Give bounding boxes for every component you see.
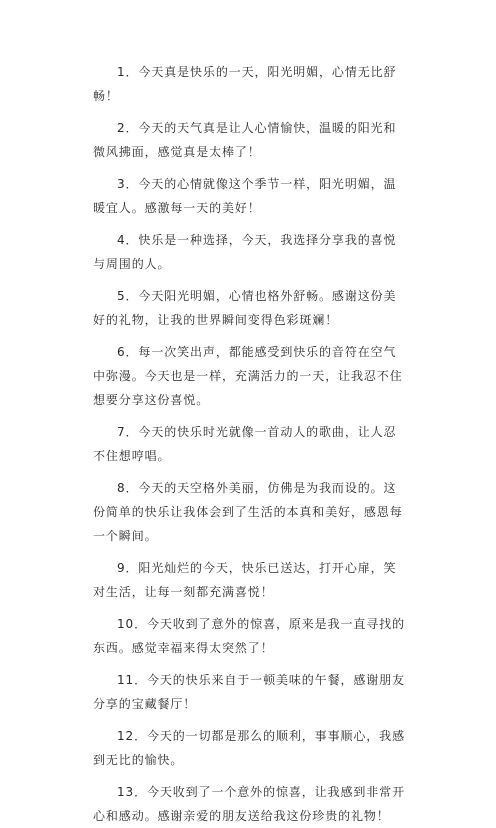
paragraph-1: 1．今天真是快乐的一天，阳光明媚，心情无比舒畅！ xyxy=(93,65,397,103)
paragraph-5: 5．今天阳光明媚，心情也格外舒畅。感谢这份美好的礼物，让我的世界瞬间变得色彩斑斓！ xyxy=(93,289,397,327)
paragraph-9: 9．阳光灿烂的今天，快乐已送达，打开心扉，笑对生活，让每一刻都充满喜悦！ xyxy=(93,561,397,599)
paragraph-8: 8．今天的天空格外美丽，仿佛是为我而设的。这份简单的快乐让我体会到了生活的本真和美好，感恩每一个瞬间。 xyxy=(93,481,403,543)
paragraph-12: 12．今天的一切都是那么的顺利，事事顺心，我感到无比的愉快。 xyxy=(93,729,405,767)
paragraph-13: 13．今天收到了一个意外的惊喜，让我感到非常开心和感动。感谢亲爱的朋友送给我这份珍贵的礼物！ xyxy=(93,785,405,823)
paragraph-3: 3．今天的心情就像这个季节一样，阳光明媚，温暖宜人。感激每一天的美好！ xyxy=(93,177,397,215)
paragraph-4: 4．快乐是一种选择，今天，我选择分享我的喜悦与周围的人。 xyxy=(93,233,397,271)
paragraph-7: 7．今天的快乐时光就像一首动人的歌曲，让人忍不住想哼唱。 xyxy=(93,425,397,463)
paragraph-2: 2．今天的天气真是让人心情愉快，温暖的阳光和微风拂面，感觉真是太棒了！ xyxy=(93,121,397,159)
paragraph-11: 11．今天的快乐来自于一顿美味的午餐，感谢朋友分享的宝藏餐厅！ xyxy=(93,673,405,711)
paragraph-10: 10．今天收到了意外的惊喜，原来是我一直寻找的东西。感觉幸福来得太突然了！ xyxy=(93,617,405,655)
paragraph-6: 6．每一次笑出声，都能感受到快乐的音符在空气中弥漫。今天也是一样，充满活力的一天，让我忍不住想要分享这份喜悦。 xyxy=(93,345,403,407)
